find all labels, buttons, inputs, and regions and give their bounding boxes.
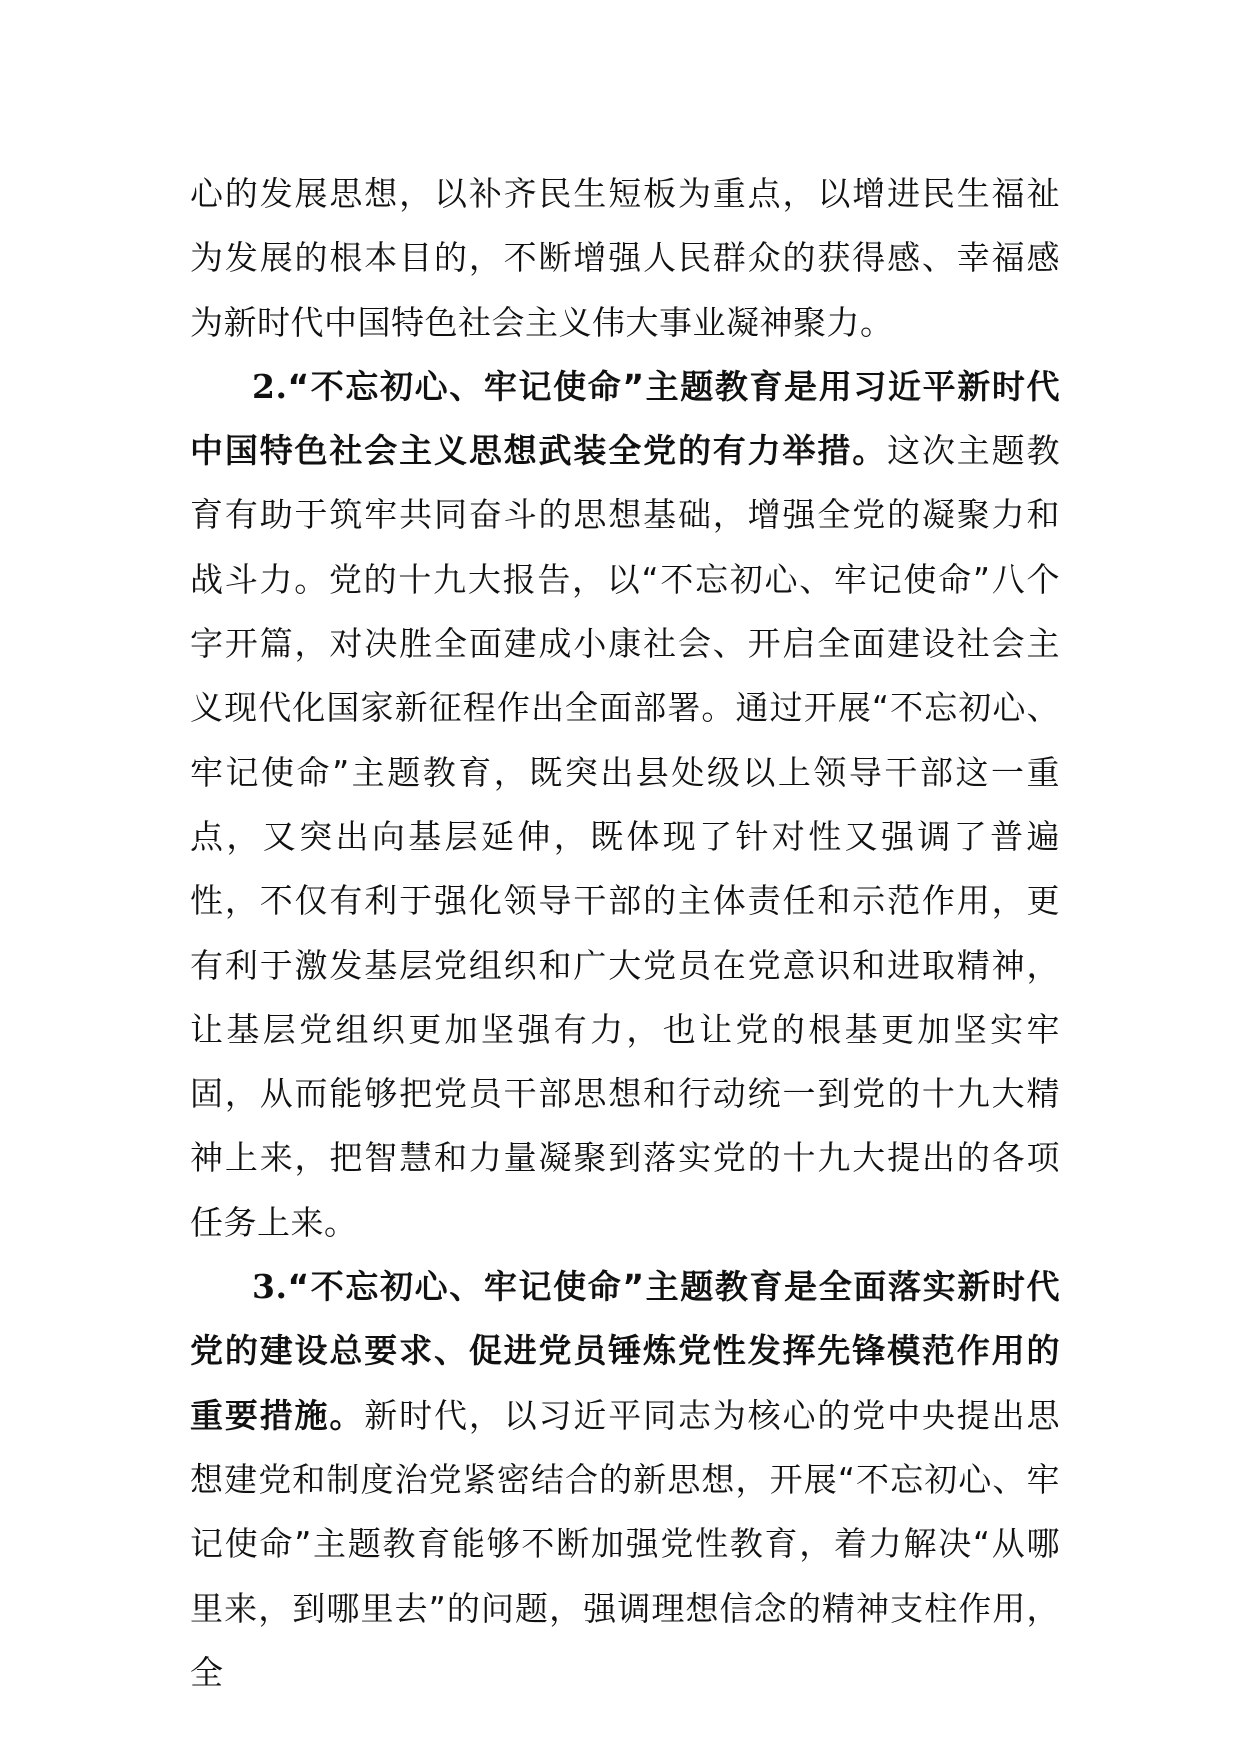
paragraph-continuation [190, 162, 1060, 355]
paragraph-point-3 [190, 1255, 1060, 1705]
paragraph-body-text: 这次主题教育有助于筑牢共同奋斗的思想基础，增强全党的凝聚力和战斗力。党的十九大报告，以“不忘初心、牢记使命”八个字开篇，对决胜全面建成小康社会、开启全面建设社会主义现代化国家新征程作出全面部署。通过开展“不忘初心、牢记使命”主题教育，既突出县处级以上领导干部这一重点，又突出向基层延伸，既体现了针对性又强调了普遍性，不仅有利于强化领导干部的主体责任和示范作用，更有利于激发基层党组织和广大党员在党意识和进取精神，让基层党组织更加坚强有力，也让党的根基更加坚实牢固，从而能够把党员干部思想和行动统一到党的十九大精神上来，把智慧和力量凝聚到落实党的十九大提出的各项任务上来。 [190, 431, 1061, 1242]
paragraph-number: 2. [252, 366, 288, 406]
paragraph-point-2 [190, 355, 1060, 1255]
paragraph-body-text: 心的发展思想，以补齐民生短板为重点，以增进民生福祉为发展的根本目的，不断增强人民群众的获得感、幸福感为新时代中国特色社会主义伟大事业凝神聚力。 [190, 174, 1060, 342]
paragraph-number: 3. [252, 1267, 288, 1307]
paragraph-body-text: 新时代，以习近平同志为核心的党中央提出思想建党和制度治党紧密结合的新思想，开展“不忘初心、牢记使命”主题教育能够不断加强党性教育，着力解决“从哪里来，到哪里去”的问题，强调理想信念的精神支柱作用，全 [190, 1395, 1061, 1692]
document-body [190, 162, 1060, 1705]
paragraph-lead-heading: “不忘初心、牢记使命”主题教育是用习近平新时代中国特色社会主义思想武装全党的有力举措。 [190, 366, 1060, 471]
paragraph-lead-heading: “不忘初心、牢记使命”主题教育是全面落实新时代党的建设总要求、促进党员锤炼党性发挥先锋模范作用的重要措施。 [190, 1267, 1060, 1435]
